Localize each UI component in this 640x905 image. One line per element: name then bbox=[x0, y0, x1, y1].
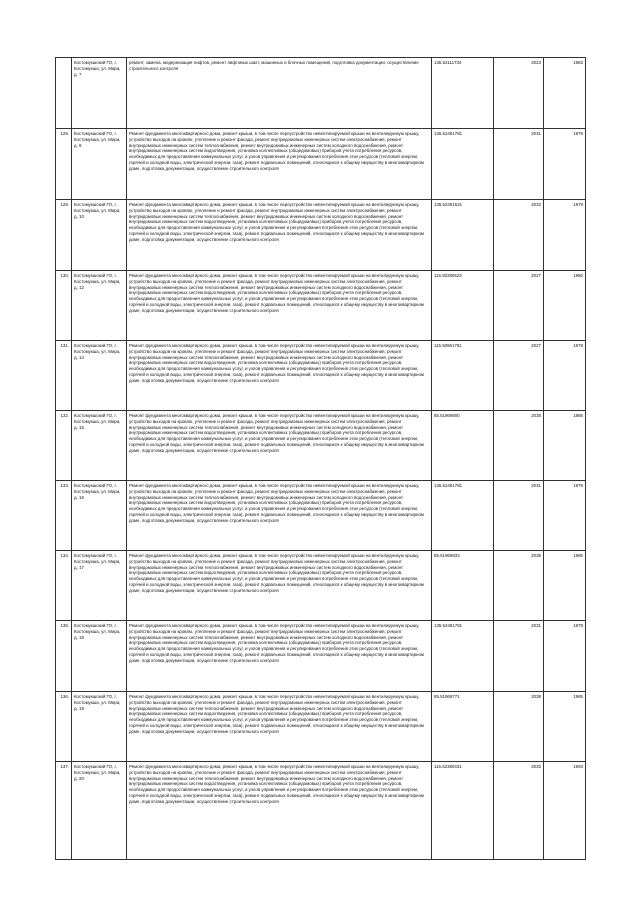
built-year-cell: 1983 bbox=[544, 58, 586, 129]
work-description-cell: Ремонт фундамента многоквартирного дома, ремонт крыши, в том числе переустройство невентилируемой крыши на вентилируемую крышу, устройство выходов на кровлю, утепление и ремонт фасада, ремонт внутридомовых инженерных систем электроснабжения, ремонт внутридомовых инженерных систем теплоснабжения, ремонт внутридомовых инженерных систем холодного водоснабжения, ремонт внутридомовых инженерных систем водоотведения, установка коллективных (общедомовых) приборов учета потребления ресурсов, необходимых для предоставления коммунальных услуг, и узлов управления и регулирования потребления этих ресурсов (тепловой энергии, горячей и холодной воды, электрической энергии, газа), ремонт подвальных помещений, относящихся к общему имуществу в многоквартирном доме, подготовка документации, осуществление строительного контроля bbox=[127, 762, 432, 860]
built-year-cell: 1979 bbox=[544, 481, 586, 551]
planned-year-cell: 2031 bbox=[494, 129, 544, 200]
row-number: 135. bbox=[56, 621, 72, 692]
cost-cell: 135.52111734 bbox=[432, 58, 494, 129]
built-year-cell: 1985 bbox=[544, 692, 586, 762]
table-row bbox=[56, 411, 586, 481]
built-year-cell: 1985 bbox=[544, 551, 586, 621]
address-cell: Костомукшский ГО, г. Костомукша, ул. Мира, д. 20 bbox=[72, 762, 127, 860]
address-cell: Костомукшский ГО, г. Костомукша, ул. Мира, д. 14 bbox=[72, 341, 127, 411]
built-year-cell: 1979 bbox=[544, 129, 586, 200]
work-description-cell: Ремонт фундамента многоквартирного дома, ремонт крыши, в том числе переустройство невентилируемой крыши на вентилируемую крышу, устройство выходов на кровлю, утепление и ремонт фасада, ремонт внутридомовых инженерных систем электроснабжения, ремонт внутридомовых инженерных систем теплоснабжения, ремонт внутридомовых инженерных систем холодного водоснабжения, ремонт внутридомовых инженерных систем водоотведения, установка коллективных (общедомовых) приборов учета потребления ресурсов, необходимых для предоставления коммунальных услуг, и узлов управления и регулирования потребления этих ресурсов (тепловой энергии, горячей и холодной воды, электрической энергии, газа), ремонт подвальных помещений, относящихся к общему имуществу в многоквартирном доме, подготовка документации, осуществление строительного контроля bbox=[127, 200, 432, 271]
built-year-cell: 1993 bbox=[544, 762, 586, 860]
address-cell: Костомукшский ГО, г. Костомукша, ул. Мира, д. 19 bbox=[72, 692, 127, 762]
row-number: 131. bbox=[56, 341, 72, 411]
address-cell: Костомукшский ГО, г. Костомукша, ул. Мира, д. 10 bbox=[72, 200, 127, 271]
work-description-cell: Ремонт фундамента многоквартирного дома, ремонт крыши, в том числе переустройство невентилируемой крыши на вентилируемую крышу, устройство выходов на кровлю, утепление и ремонт фасада, ремонт внутридомовых инженерных систем электроснабжения, ремонт внутридомовых инженерных систем теплоснабжения, ремонт внутридомовых инженерных систем холодного водоснабжения, ремонт внутридомовых инженерных систем водоотведения, установка коллективных (общедомовых) приборов учета потребления ресурсов, необходимых для предоставления коммунальных услуг, и узлов управления и регулирования потребления этих ресурсов (тепловой энергии, горячей и холодной воды, электрической энергии, газа), ремонт подвальных помещений, относящихся к общему имуществу в многоквартирном доме, подготовка документации, осуществление строительного контроля bbox=[127, 621, 432, 692]
address-cell: Костомукшский ГО, г. Костомукша, ул. Мира, д. 16 bbox=[72, 481, 127, 551]
planned-year-cell: 2038 bbox=[494, 692, 544, 762]
row-number bbox=[56, 58, 72, 129]
table-row bbox=[56, 271, 586, 341]
planned-year-cell: 2032 bbox=[494, 200, 544, 271]
planned-year-cell: 2038 bbox=[494, 551, 544, 621]
table-row bbox=[56, 200, 586, 271]
cost-cell: 135.52481781 bbox=[432, 621, 494, 692]
planned-year-cell: 2031 bbox=[494, 621, 544, 692]
cost-cell: 85.51969833 bbox=[432, 551, 494, 621]
cost-cell: 85.51969800 bbox=[432, 411, 494, 481]
built-year-cell: 1978 bbox=[544, 341, 586, 411]
row-number: 133. bbox=[56, 481, 72, 551]
cost-cell: 115.50961781 bbox=[432, 341, 494, 411]
address-cell: Костомукшский ГО, г. Костомукша, ул. Мира, д. 12 bbox=[72, 271, 127, 341]
table-row bbox=[56, 762, 586, 860]
planned-year-cell: 2027 bbox=[494, 271, 544, 341]
work-description-cell: Ремонт фундамента многоквартирного дома, ремонт крыши, в том числе переустройство невентилируемой крыши на вентилируемую крышу, устройство выходов на кровлю, утепление и ремонт фасада, ремонт внутридомовых инженерных систем электроснабжения, ремонт внутридомовых инженерных систем теплоснабжения, ремонт внутридомовых инженерных систем холодного водоснабжения, ремонт внутридомовых инженерных систем водоотведения, установка коллективных (общедомовых) приборов учета потребления ресурсов, необходимых для предоставления коммунальных услуг, и узлов управления и регулирования потребления этих ресурсов (тепловой энергии, горячей и холодной воды, электрической энергии, газа), ремонт подвальных помещений, относящихся к общему имуществу в многоквартирном доме, подготовка документации, осуществление строительного контроля bbox=[127, 129, 432, 200]
row-number: 130. bbox=[56, 271, 72, 341]
row-number: 132. bbox=[56, 411, 72, 481]
table-row bbox=[56, 692, 586, 762]
work-description-cell: Ремонт фундамента многоквартирного дома, ремонт крыши, в том числе переустройство невентилируемой крыши на вентилируемую крышу, устройство выходов на кровлю, утепление и ремонт фасада, ремонт внутридомовых инженерных систем электроснабжения, ремонт внутридомовых инженерных систем теплоснабжения, ремонт внутридомовых инженерных систем холодного водоснабжения, ремонт внутридомовых инженерных систем водоотведения, установка коллективных (общедомовых) приборов учета потребления ресурсов, необходимых для предоставления коммунальных услуг, и узлов управления и регулирования потребления этих ресурсов (тепловой энергии, горячей и холодной воды, электрической энергии, газа), ремонт подвальных помещений, относящихся к общему имуществу в многоквартирном доме, подготовка документации, осуществление строительного контроля bbox=[127, 481, 432, 551]
cost-cell: 115.52380431 bbox=[432, 762, 494, 860]
planned-year-cell: 2038 bbox=[494, 411, 544, 481]
row-number: 137. bbox=[56, 762, 72, 860]
built-year-cell: 1979 bbox=[544, 200, 586, 271]
planned-year-cell: 2031 bbox=[494, 481, 544, 551]
work-description-cell: Ремонт фундамента многоквартирного дома, ремонт крыши, в том числе переустройство невентилируемой крыши на вентилируемую крышу, устройство выходов на кровлю, утепление и ремонт фасада, ремонт внутридомовых инженерных систем электроснабжения, ремонт внутридомовых инженерных систем теплоснабжения, ремонт внутридомовых инженерных систем холодного водоснабжения, ремонт внутридомовых инженерных систем водоотведения, установка коллективных (общедомовых) приборов учета потребления ресурсов, необходимых для предоставления коммунальных услуг, и узлов управления и регулирования потребления этих ресурсов (тепловой энергии, горячей и холодной воды, электрической энергии, газа), ремонт подвальных помещений, относящихся к общему имуществу в многоквартирном доме, подготовка документации, осуществление строительного контроля bbox=[127, 271, 432, 341]
work-description-cell: Ремонт фундамента многоквартирного дома, ремонт крыши, в том числе переустройство невентилируемой крыши на вентилируемую крышу, устройство выходов на кровлю, утепление и ремонт фасада, ремонт внутридомовых инженерных систем электроснабжения, ремонт внутридомовых инженерных систем теплоснабжения, ремонт внутридомовых инженерных систем холодного водоснабжения, ремонт внутридомовых инженерных систем водоотведения, установка коллективных (общедомовых) приборов учета потребления ресурсов, необходимых для предоставления коммунальных услуг, и узлов управления и регулирования потребления этих ресурсов (тепловой энергии, горячей и холодной воды, электрической энергии, газа), ремонт подвальных помещений, относящихся к общему имуществу в многоквартирном доме, подготовка документации, осуществление строительного контроля bbox=[127, 551, 432, 621]
table-row bbox=[56, 621, 586, 692]
row-number: 129. bbox=[56, 200, 72, 271]
row-number: 134. bbox=[56, 551, 72, 621]
table-row bbox=[56, 129, 586, 200]
planned-year-cell: 2023 bbox=[494, 58, 544, 129]
address-cell: Костомукшский ГО, г. Костомукша, ул. Мира, д. 7 bbox=[72, 58, 127, 129]
planned-year-cell: 2033 bbox=[494, 762, 544, 860]
table-row bbox=[56, 341, 586, 411]
address-cell: Костомукшский ГО, г. Костомукша, ул. Мира, д. 18 bbox=[72, 621, 127, 692]
row-number: 128. bbox=[56, 129, 72, 200]
cost-cell: 115.50280523 bbox=[432, 271, 494, 341]
cost-cell: 85.51969771 bbox=[432, 692, 494, 762]
address-cell: Костомукшский ГО, г. Костомукша, ул. Мира, д. 15 bbox=[72, 411, 127, 481]
address-cell: Костомукшский ГО, г. Костомукша, ул. Мира, д. 8 bbox=[72, 129, 127, 200]
row-number: 136. bbox=[56, 692, 72, 762]
planned-year-cell: 2027 bbox=[494, 341, 544, 411]
address-cell: Костомукшский ГО, г. Костомукша, ул. Мира, д. 17 bbox=[72, 551, 127, 621]
work-description-cell: Ремонт фундамента многоквартирного дома, ремонт крыши, в том числе переустройство невентилируемой крыши на вентилируемую крышу, устройство выходов на кровлю, утепление и ремонт фасада, ремонт внутридомовых инженерных систем электроснабжения, ремонт внутридомовых инженерных систем теплоснабжения, ремонт внутридомовых инженерных систем холодного водоснабжения, ремонт внутридомовых инженерных систем водоотведения, установка коллективных (общедомовых) приборов учета потребления ресурсов, необходимых для предоставления коммунальных услуг, и узлов управления и регулирования потребления этих ресурсов (тепловой энергии, горячей и холодной воды, электрической энергии, газа), ремонт подвальных помещений, относящихся к общему имуществу в многоквартирном доме, подготовка документации, осуществление строительного контроля bbox=[127, 411, 432, 481]
built-year-cell: 1979 bbox=[544, 621, 586, 692]
built-year-cell: 1980 bbox=[544, 271, 586, 341]
cost-cell: 135.52481781 bbox=[432, 129, 494, 200]
built-year-cell: 1985 bbox=[544, 411, 586, 481]
work-description-cell: Ремонт фундамента многоквартирного дома, ремонт крыши, в том числе переустройство невентилируемой крыши на вентилируемую крышу, устройство выходов на кровлю, утепление и ремонт фасада, ремонт внутридомовых инженерных систем электроснабжения, ремонт внутридомовых инженерных систем теплоснабжения, ремонт внутридомовых инженерных систем холодного водоснабжения, ремонт внутридомовых инженерных систем водоотведения, установка коллективных (общедомовых) приборов учета потребления ресурсов, необходимых для предоставления коммунальных услуг, и узлов управления и регулирования потребления этих ресурсов (тепловой энергии, горячей и холодной воды, электрической энергии, газа), ремонт подвальных помещений, относящихся к общему имуществу в многоквартирном доме, подготовка документации, осуществление строительного контроля bbox=[127, 692, 432, 762]
cost-cell: 135.52481531 bbox=[432, 200, 494, 271]
work-description-cell: Ремонт фундамента многоквартирного дома, ремонт крыши, в том числе переустройство невентилируемой крыши на вентилируемую крышу, устройство выходов на кровлю, утепление и ремонт фасада, ремонт внутридомовых инженерных систем электроснабжения, ремонт внутридомовых инженерных систем теплоснабжения, ремонт внутридомовых инженерных систем холодного водоснабжения, ремонт внутридомовых инженерных систем водоотведения, установка коллективных (общедомовых) приборов учета потребления ресурсов, необходимых для предоставления коммунальных услуг, и узлов управления и регулирования потребления этих ресурсов (тепловой энергии, горячей и холодной воды, электрической энергии, газа), ремонт подвальных помещений, относящихся к общему имуществу в многоквартирном доме, подготовка документации, осуществление строительного контроля bbox=[127, 341, 432, 411]
cost-cell: 135.52481781 bbox=[432, 481, 494, 551]
table-row bbox=[56, 58, 586, 129]
table-row bbox=[56, 551, 586, 621]
repair-program-table bbox=[55, 57, 586, 860]
work-description-cell: ремонт, замена, модернизация лифтов, ремонт лифтовых шахт, машинных и блочных помещений, подготовка документации, осуществление строительного контроля bbox=[127, 58, 432, 129]
table-row bbox=[56, 481, 586, 551]
